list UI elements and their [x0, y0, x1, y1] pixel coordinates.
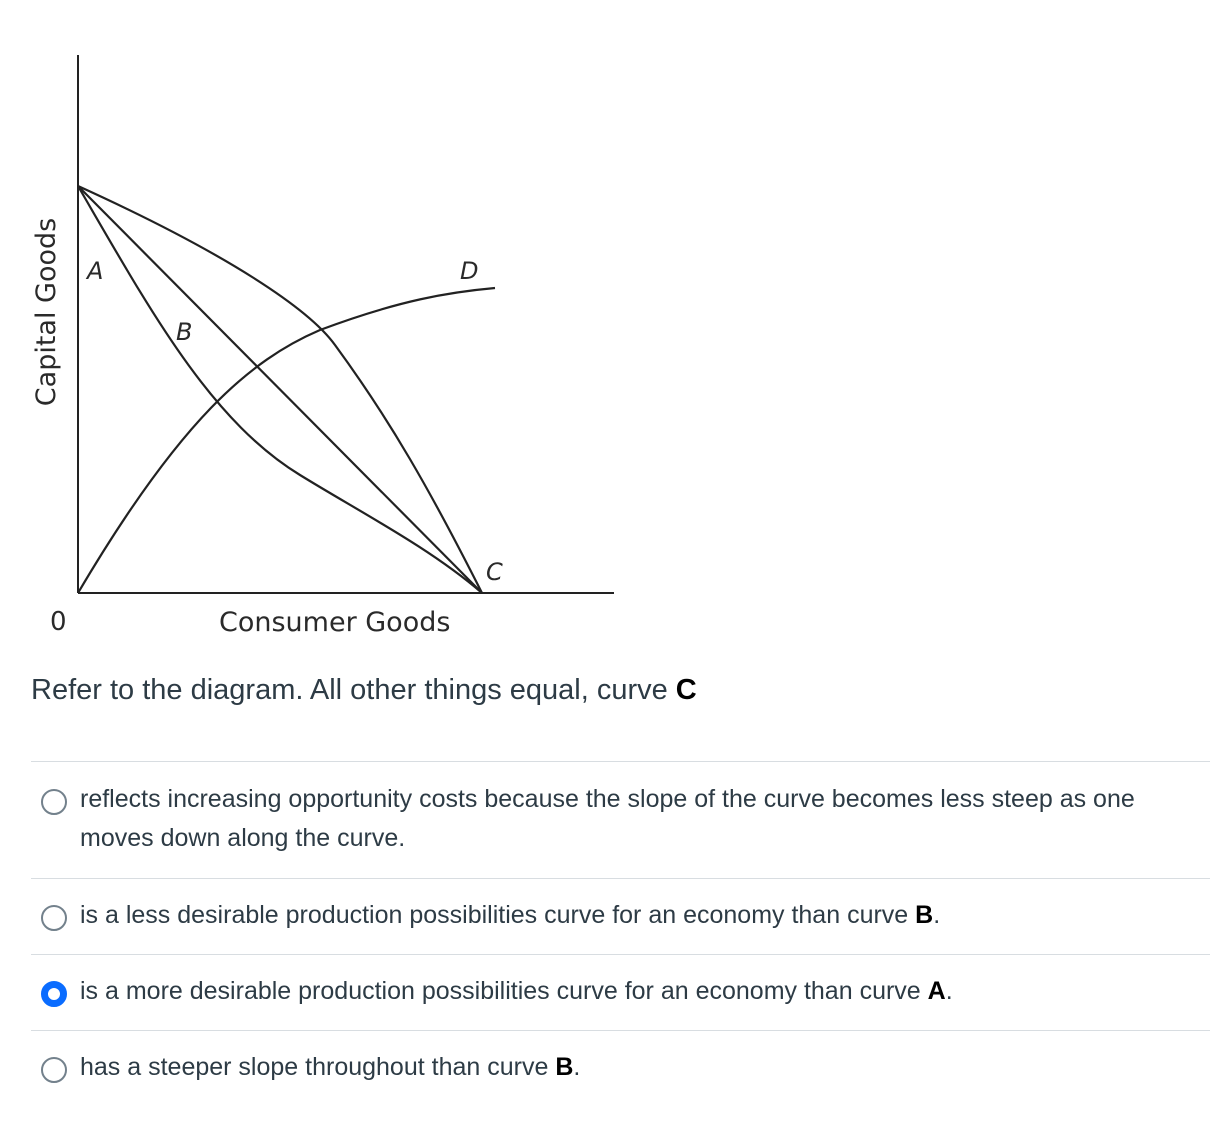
answer-option-1[interactable] [31, 762, 1210, 879]
answer-text-2: is a less desirable production possibilities curve for an economy than curve [80, 901, 916, 929]
curve-label-b: B [176, 318, 193, 346]
curve-d [78, 288, 495, 593]
radio-option-4[interactable] [41, 1057, 67, 1083]
answer-option-3[interactable] [31, 955, 1210, 1031]
answer-text-1: reflects increasing opportunity costs because the slope of the curve becomes less steep as one moves down along the curve. [80, 785, 1135, 852]
radio-option-1[interactable] [41, 789, 67, 815]
x-axis-label: Consumer Goods [219, 607, 451, 638]
answer-list [31, 761, 1210, 1107]
answer-option-2[interactable] [31, 879, 1210, 955]
answer-option-4[interactable] [31, 1031, 1210, 1107]
y-axis-label: Capital Goods [31, 217, 62, 407]
answer-suffix-2: . [933, 901, 941, 929]
answer-suffix-3: . [945, 977, 953, 1005]
production-possibilities-diagram [0, 0, 640, 650]
radio-option-2[interactable] [41, 905, 67, 931]
curve-label-d: D [460, 257, 479, 285]
radio-option-3-selected[interactable] [41, 981, 67, 1007]
answer-text-4: has a steeper slope throughout than curve [80, 1053, 556, 1081]
question-emphasis: C [675, 674, 697, 706]
answer-emphasis-2: B [915, 901, 934, 929]
answer-suffix-4: . [573, 1053, 581, 1081]
question-text [31, 672, 697, 708]
answer-emphasis-3: A [927, 977, 946, 1005]
answer-emphasis-4: B [555, 1053, 574, 1081]
curve-c [78, 186, 482, 593]
curve-label-c: C [486, 558, 503, 586]
answer-text-3: is a more desirable production possibilities curve for an economy than curve [80, 977, 928, 1005]
question-prompt: Refer to the diagram. All other things equal, curve [31, 674, 676, 706]
curve-label-a: A [87, 257, 104, 285]
origin-label: 0 [50, 607, 67, 637]
